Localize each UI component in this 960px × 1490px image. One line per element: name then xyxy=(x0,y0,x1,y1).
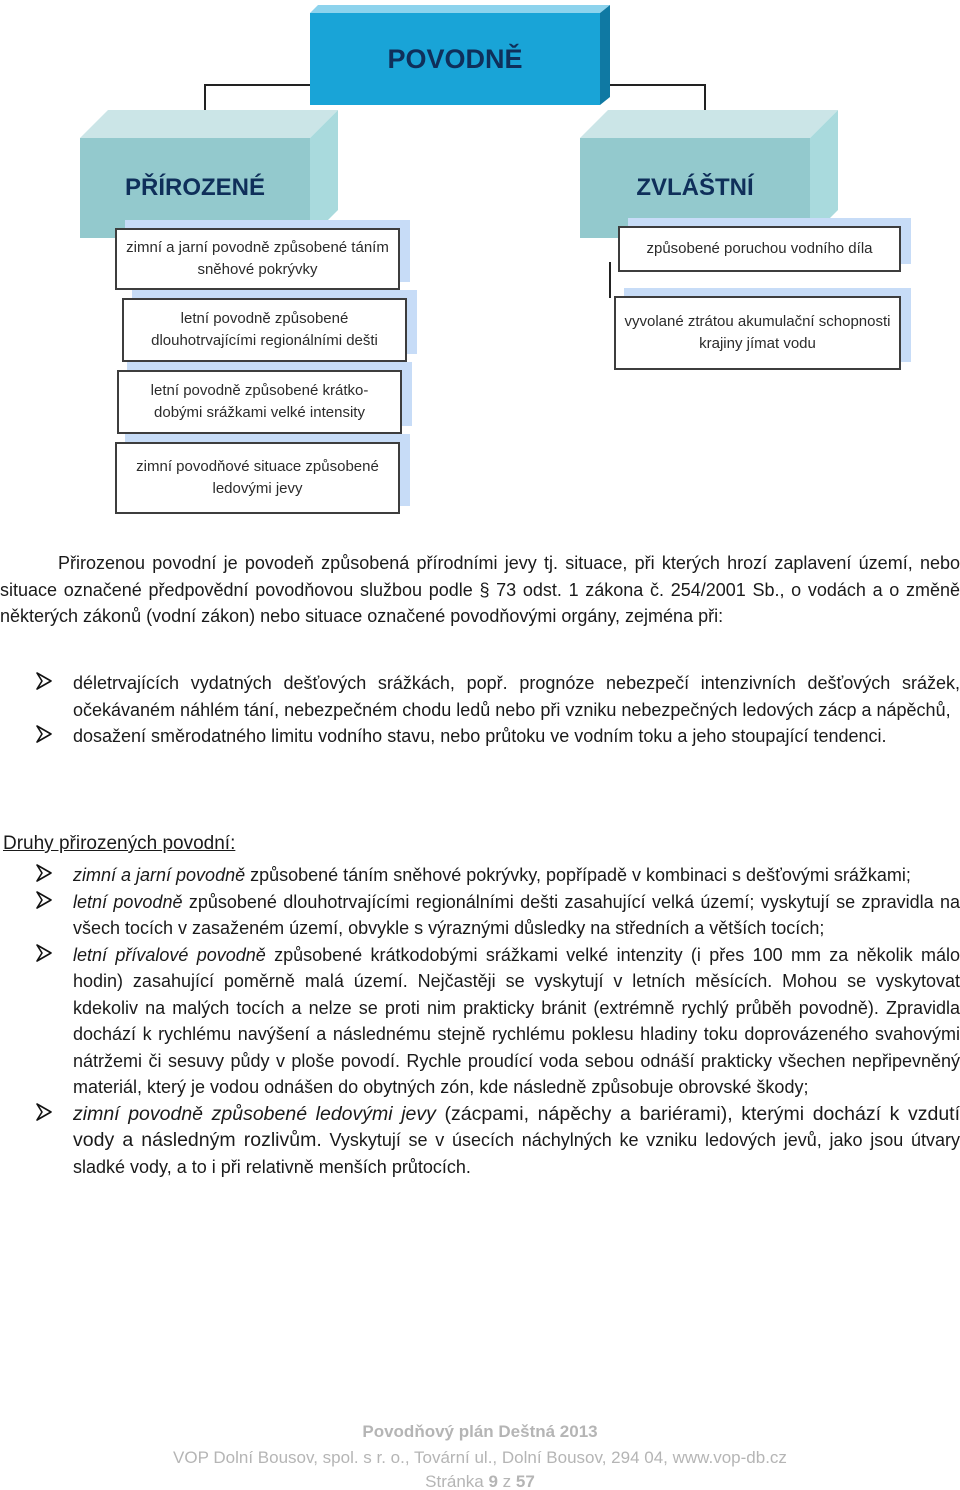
arrowhead-bullet-icon xyxy=(36,864,52,882)
root-label: POVODNĚ xyxy=(310,13,600,105)
bullet-text: dosažení směrodatného limitu vodního stavu, nebo průtoku ve vodním toku a jeho stoupající tendenci. xyxy=(73,726,887,746)
page-prefix: Stránka xyxy=(425,1472,489,1490)
section-heading: Druhy přirozených povodní: xyxy=(3,833,236,854)
page-separator: z xyxy=(497,1472,516,1490)
list-item xyxy=(0,670,960,723)
leaf-box xyxy=(614,296,901,370)
list-item xyxy=(0,889,960,942)
page-total: 57 xyxy=(515,1472,535,1490)
list-item xyxy=(0,1101,960,1181)
leaf-box xyxy=(117,370,402,434)
flood-type-term: zimní a jarní povodně xyxy=(73,865,246,885)
root-box-side xyxy=(600,5,610,105)
arrowhead-bullet-icon xyxy=(36,725,52,743)
leaf-text: zimní a jarní povodně způsobené táním sněhové pokrývky xyxy=(115,228,400,290)
arrowhead-bullet-icon xyxy=(36,1103,52,1121)
leaf-box xyxy=(115,228,400,290)
flood-type-term: letní přívalové povodně xyxy=(73,944,266,965)
leaf-box xyxy=(115,442,400,514)
leaf-box xyxy=(618,226,901,272)
intro-paragraph xyxy=(0,550,960,630)
leaf-text: způsobené poruchou vodního díla xyxy=(618,226,901,272)
leaf-box xyxy=(122,298,407,362)
leaf-text: zimní povodňové situace způsobené ledovými jevy xyxy=(115,442,400,514)
flood-type-term: zimní povodně způsobené ledovými jevy xyxy=(73,1102,436,1125)
page-current: 9 xyxy=(488,1472,498,1490)
arrowhead-bullet-icon xyxy=(36,672,52,690)
category-label-special: ZVLÁŠTNÍ xyxy=(580,138,810,238)
flood-type-diagram xyxy=(0,0,960,520)
root-box-top xyxy=(310,5,610,13)
flood-type-term: letní povodně xyxy=(73,891,183,912)
flood-type-description: způsobené táním sněhové pokrývky, popřípadě v kombinaci s dešťovými srážkami; xyxy=(245,865,911,885)
intro-text: Přirozenou povodní je povodeň způsobená přírodními jevy tj. situace, při kterých hrozí zaplavení území, nebo situace označené předpovědní povodňovou službou podle § 73 odst. 1 zákona č. 254/2001 Sb., o vodách a o změně některých zákonů (vodní zákon) nebo situace označené povodňovými orgány, zejména při: xyxy=(0,553,960,626)
leaf-text: letní povodně způsobené dlouhotrvajícími regionálními dešti xyxy=(122,298,407,362)
arrowhead-bullet-icon xyxy=(36,944,52,962)
types-bullet-list xyxy=(0,862,960,1180)
list-item xyxy=(0,723,960,750)
arrowhead-bullet-icon xyxy=(36,891,52,909)
flood-type-lead: (zácpami, nápěchy a bariérami), kterými dochází k vzdutí vody a následným rozlivům. xyxy=(73,1102,960,1151)
flood-type-description: Vyskytují se v úsecích náchylných ke vzniku ledových jevů, jako jsou útvary sladké vody, a to i při relativně menších průtocích. xyxy=(73,1130,960,1177)
footer-page-number xyxy=(0,1472,960,1490)
category-box-top xyxy=(80,110,338,138)
leaf-text: vyvolané ztrátou akumulační schopnosti krajiny jímat vodu xyxy=(614,296,901,370)
list-item xyxy=(0,942,960,1101)
category-box-natural xyxy=(80,110,338,238)
footer-title: Povodňový plán Deštná 2013 xyxy=(362,1422,598,1441)
leaf-text: letní povodně způsobené krátko-dobými srážkami velké intensity xyxy=(117,370,402,434)
root-box xyxy=(310,5,610,105)
flood-type-description: způsobené dlouhotrvajícími regionálními dešti zasahující velká území; vyskytují se zpravidla na všech tocích v zasaženém území, obvykle s výraznými důsledky na středních a větších tocích; xyxy=(73,891,960,938)
flood-type-description: způsobené krátkodobými srážkami velké intenzity (i přes 100 mm za několik málo hodin) zasahující poměrně malá území. Nejčastěji se vyskytují v letních měsících. Mohou se vyskytovat kdekoliv na malých tocích a nelze se proti nim prakticky bránit (extrémně rychlý průběh povodně). Zpravidla dochází k rychlému navýšení a následnému stejně rychlému poklesu hladiny toku doprovázeného svahovými nátržemi či sesuvy půdy v ploše povodí. Rychle proudící voda sebou odnáší prakticky všechen nepřipevněný materiál, který je vodou odnášen do obytných zón, kde následně způsobuje obrovské škody; xyxy=(73,944,960,1097)
intro-bullet-list xyxy=(0,670,960,750)
category-box-top xyxy=(580,110,838,138)
category-label-natural: PŘÍROZENÉ xyxy=(80,138,310,238)
bullet-text: déletrvajících vydatných dešťových srážkách, popř. prognóze nebezpečí intenzivních dešťových srážek, očekávaném náhlém tání, nebezpečném chodu ledů nebo při vzniku nebezpečných ledových zácp a nápěchů, xyxy=(73,673,960,720)
list-item xyxy=(0,862,960,889)
footer-address: VOP Dolní Bousov, spol. s r. o., Tovární ul., Dolní Bousov, 294 04, www.vop-db.cz xyxy=(173,1448,787,1467)
